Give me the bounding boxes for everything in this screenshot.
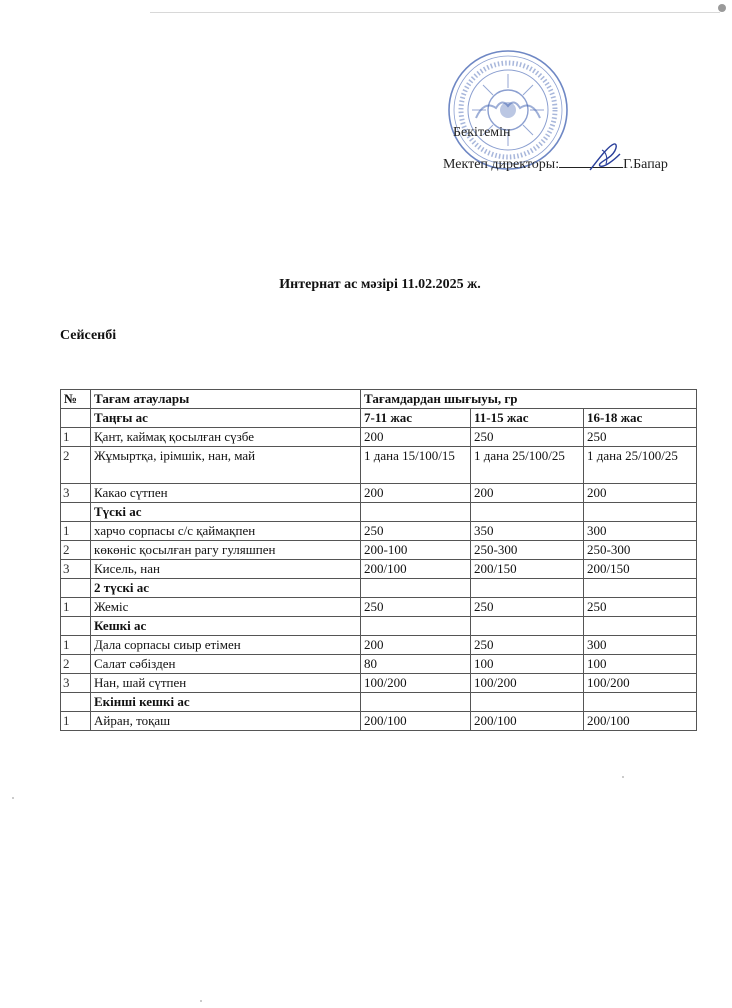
portion-value: 250: [361, 522, 471, 541]
weekday-heading: Сейсенбі: [60, 328, 117, 343]
scan-speck: [200, 1000, 202, 1002]
portion-value: 250: [471, 598, 584, 617]
item-number: 2: [61, 447, 91, 484]
item-number: 3: [61, 560, 91, 579]
table-row: [61, 541, 697, 560]
age-group-header: 7-11 жас: [361, 409, 471, 428]
empty-cell: [584, 503, 697, 522]
portion-value: 100: [471, 655, 584, 674]
item-number: 1: [61, 636, 91, 655]
section-row: [61, 693, 697, 712]
table-row: [61, 428, 697, 447]
item-number: 1: [61, 712, 91, 731]
item-number: 3: [61, 674, 91, 693]
scan-edge-line: [150, 12, 720, 13]
table-header-row: [61, 390, 697, 409]
official-seal-stamp: [446, 48, 570, 172]
portion-value: 200: [584, 484, 697, 503]
portion-value: 200: [361, 428, 471, 447]
director-signature: [584, 140, 624, 176]
empty-cell: [361, 617, 471, 636]
section-row: [61, 409, 697, 428]
portion-value: 100/200: [471, 674, 584, 693]
portion-value: 200: [361, 636, 471, 655]
table-row: [61, 447, 697, 484]
portion-value: 1 дана 25/100/25: [471, 447, 584, 484]
header-dish-name: Тағам атаулары: [91, 390, 361, 409]
scan-speck: [622, 776, 624, 778]
table-row: [61, 712, 697, 731]
table-row: [61, 484, 697, 503]
portion-value: 250: [584, 598, 697, 617]
dish-name: көкөніс қосылған рагу гуляшпен: [91, 541, 361, 560]
portion-value: 200/150: [471, 560, 584, 579]
empty-cell: [584, 693, 697, 712]
header-output: Тағамдардан шығыуы, гр: [361, 390, 697, 409]
dish-name: Кисель, нан: [91, 560, 361, 579]
portion-value: 1 дана 15/100/15: [361, 447, 471, 484]
table-row: [61, 674, 697, 693]
empty-cell: [471, 579, 584, 598]
empty-cell: [471, 503, 584, 522]
item-number: 3: [61, 484, 91, 503]
portion-value: 250-300: [471, 541, 584, 560]
empty-cell: [361, 503, 471, 522]
portion-value: 350: [471, 522, 584, 541]
portion-value: 100: [584, 655, 697, 674]
portion-value: 100/200: [584, 674, 697, 693]
director-line: [443, 155, 668, 173]
dish-name: Қант, каймақ қосылған сүзбе: [91, 428, 361, 447]
section-name: Түскі ас: [91, 503, 361, 522]
page-title: Интернат ас мәзірі 11.02.2025 ж.: [279, 277, 481, 292]
portion-value: 200: [361, 484, 471, 503]
portion-value: 250: [471, 428, 584, 447]
portion-value: 200/150: [584, 560, 697, 579]
item-number: 1: [61, 428, 91, 447]
item-number: 1: [61, 522, 91, 541]
age-group-header: 16-18 жас: [584, 409, 697, 428]
empty-cell: [584, 579, 697, 598]
table-row: [61, 560, 697, 579]
menu-table: [60, 389, 697, 731]
table-row: [61, 598, 697, 617]
portion-value: 300: [584, 636, 697, 655]
section-name: Таңғы ас: [91, 409, 361, 428]
dish-name: Какао сүтпен: [91, 484, 361, 503]
table-row: [61, 655, 697, 674]
section-name: 2 түскі ас: [91, 579, 361, 598]
dish-name: харчо сорпасы с/с қаймақпен: [91, 522, 361, 541]
portion-value: 250: [361, 598, 471, 617]
portion-value: 300: [584, 522, 697, 541]
section-num-cell: [61, 409, 91, 428]
portion-value: 250: [471, 636, 584, 655]
portion-value: 200/100: [361, 712, 471, 731]
empty-cell: [471, 693, 584, 712]
section-num-cell: [61, 579, 91, 598]
portion-value: 100/200: [361, 674, 471, 693]
portion-value: 200: [471, 484, 584, 503]
dish-name: Жұмыртқа, ірімшік, нан, май: [91, 447, 361, 484]
portion-value: 250: [584, 428, 697, 447]
section-name: Кешкі ас: [91, 617, 361, 636]
director-name: Г.Бапар: [623, 157, 668, 172]
dish-name: Дала сорпасы сиыр етімен: [91, 636, 361, 655]
portion-value: 200-100: [361, 541, 471, 560]
table-row: [61, 522, 697, 541]
table-row: [61, 636, 697, 655]
portion-value: 200/100: [361, 560, 471, 579]
empty-cell: [361, 693, 471, 712]
empty-cell: [471, 617, 584, 636]
item-number: 2: [61, 541, 91, 560]
age-group-header: 11-15 жас: [471, 409, 584, 428]
director-label: Мектеп директоры:: [443, 157, 560, 172]
dish-name: Жеміс: [91, 598, 361, 617]
section-row: [61, 617, 697, 636]
item-number: 1: [61, 598, 91, 617]
section-num-cell: [61, 693, 91, 712]
empty-cell: [361, 579, 471, 598]
scan-mark: [718, 4, 726, 12]
portion-value: 1 дана 25/100/25: [584, 447, 697, 484]
approval-label: Бекітемін: [453, 125, 511, 140]
item-number: 2: [61, 655, 91, 674]
portion-value: 250-300: [584, 541, 697, 560]
dish-name: Айран, тоқаш: [91, 712, 361, 731]
section-num-cell: [61, 617, 91, 636]
portion-value: 200/100: [584, 712, 697, 731]
section-num-cell: [61, 503, 91, 522]
dish-name: Салат сәбізден: [91, 655, 361, 674]
section-name: Екінші кешкі ас: [91, 693, 361, 712]
portion-value: 200/100: [471, 712, 584, 731]
portion-value: 80: [361, 655, 471, 674]
section-row: [61, 503, 697, 522]
section-row: [61, 579, 697, 598]
empty-cell: [584, 617, 697, 636]
header-num: №: [61, 390, 91, 409]
dish-name: Нан, шай сүтпен: [91, 674, 361, 693]
scan-speck: [12, 797, 14, 799]
